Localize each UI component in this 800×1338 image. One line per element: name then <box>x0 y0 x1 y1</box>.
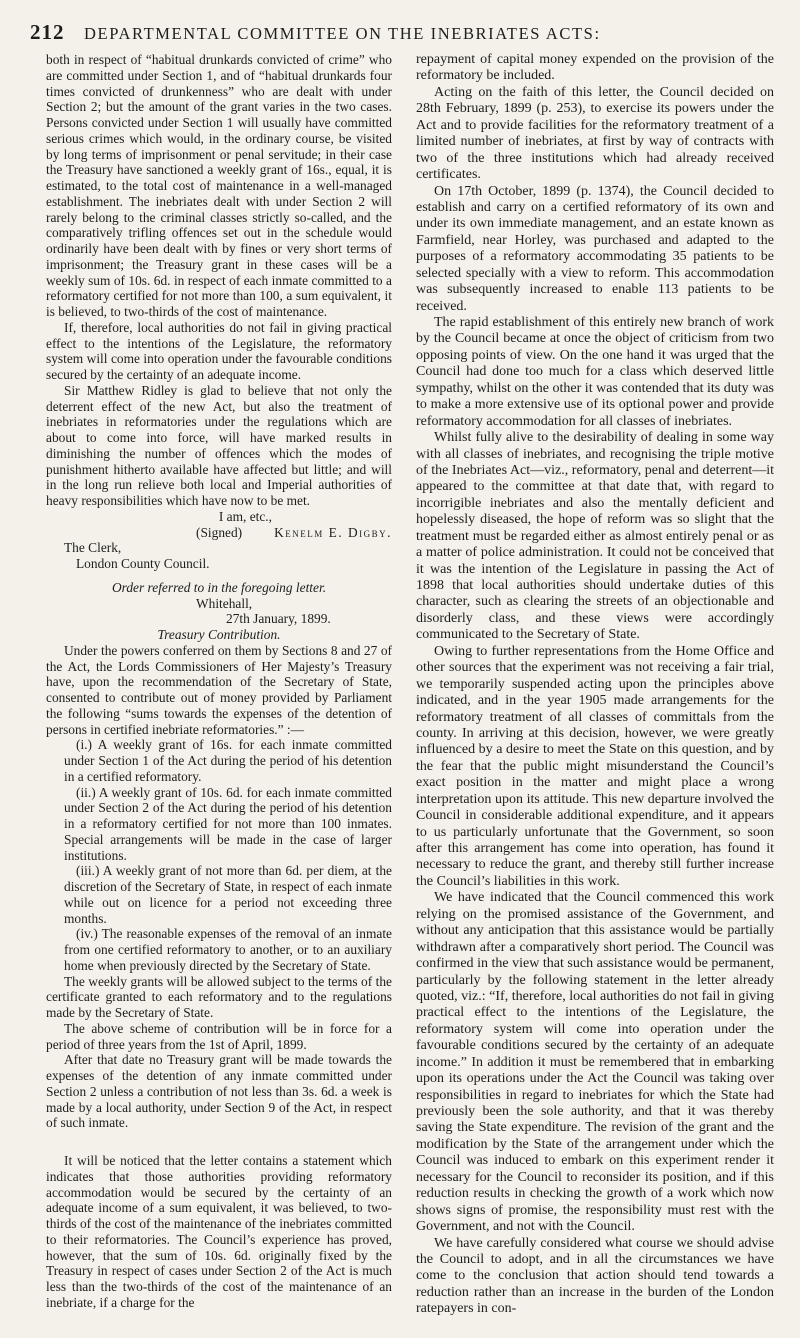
paragraph: Sir Matthew Ridley is glad to believe that not only the deterrent effect of the new Act, but also the treatment of inebriates in reformatories under the regulations which are about to come into force, will have marked results in diminishing the number of offences which the modes of punishment hitherto available have affected but little; and will in the long run relieve both local and Imperial authorities of heavy responsibilities which have now to be met. <box>46 382 392 508</box>
paragraph: The weekly grants will be allowed subject to the terms of the certificate granted to each reformatory and to the regulations made by the Secretary of State. <box>46 973 392 1020</box>
paragraph: After that date no Treasury grant will be made towards the expenses of the detention of any inmate committed under Section 2 unless a contribution of not less than 3s. 6d. a week is made by a local authority, under Section 9 of the Act, in respect of such inmate. <box>46 1052 392 1131</box>
paragraph: The above scheme of contribution will be in force for a period of three years from the 1st of April, 1899. <box>46 1020 392 1052</box>
paragraph: Whilst fully alive to the desirability of dealing in some way with all classes of inebriates, and recognising the triple motive of the Inebriates Act—viz., reformatory, penal and deterrent—it appeared to the committee at that date that, with regard to incorrigible inebriates and also the mentally deficient and hopelessly diseased, the hope of reform was so slight that the treatment must be regarded either as almost entirely penal or as a matter of police administration. It could not be conceived that it was the intention of the Legislature in passing the Act of 1898 that local authorities should undertake duties of this character, such as clearing the streets of an objectionable and disorderly class, and these views were accordingly communicated to the Secretary of State. <box>416 430 774 643</box>
paragraph: both in respect of “habitual drunkards convicted of crime” who are committed under Section 1, and of “habitual drunkards four times convicted of drunkenness” who are dealt with under Section 2; but the amount of the grant varies in the two cases. Persons convicted under Section 1 will usually have committed serious crimes which would, in the ordinary course, be visited by long terms of imprisonment or penal servitude; in their case the Treasury have sanctioned a weekly grant of 16s., equal, it is estimated, to the total cost of maintenance in a well-managed establishment. The inebriates dealt with under Section 2 will rarely belong to the criminal classes strictly so-called, and the comparatively trifling offences set out in the schedule would ordinarily have been dealt with by fines or very short terms of imprisonment; the Treasury grant in these cases will be a weekly sum of 10s. 6d. in respect of each inmate committed to a reformatory certified for not more than 100, a sum equivalent, it is believed, to two-thirds of the cost of maintenance. <box>46 52 392 319</box>
page-number: 212 <box>30 20 65 44</box>
place: Whitehall, <box>196 595 253 611</box>
paragraph: We have indicated that the Council commenced this work relying on the promised assistance of the Government, and without any anticipation that this assistance would be partially withdrawn after a comparatively short period. The Council was confirmed in the view that such assistance would be permanent, particularly by the following statement in the letter already quoted, viz.: “If, therefore, local authorities do not fail in giving practical effect to the intentions of the Legislature, the reformatory system will come into operation under the favourable conditions secured by the certainty of an adequate income.” In addition it must be remembered that in embarking upon its operations under the Act the Council was taking over responsibilities in regard to inebriates for which the State had previously been the sole authority, and that it was thereby saving the State expenditure. The revision of the grant and the modification by the State of the arrangement under which the Council was induced to embark on this experiment render it necessary for the Council to reconsider its position, and if this reduction results in checking the growth of a work which now shows signs of promise, the responsibility must rest with the Government, and not with the Council. <box>416 890 774 1235</box>
paragraph: Under the powers conferred on them by Sections 8 and 27 of the Act, the Lords Commissioners of Her Majesty’s Treasury have, upon the recommendation of the Secretary of State, consented to contribute out of money provided by Parliament the following “sums towards the expenses of the detention of persons in certified inebriate reformatories.” :— <box>46 642 392 737</box>
closing: I am, etc., <box>218 508 272 524</box>
paragraph: Owing to further representations from the Home Office and other sources that the experiment was not receiving a fair trial, we temporarily suspended acting upon the principles above indicated, and in the year 1905 made arrangements for the reformatory treatment of all classes of committals from the county. In arriving at this decision, however, we were greatly influenced by a desire to meet the State on this question, and by the fear that the public might misunderstand the Council’s exact position in the matter and might place a wrong interpretation upon its attitude. This new departure involved the Council in considerable additional expenditure, and it appears to us particularly unfortunate that the Government, so soon after this arrangement has come into operation, has found it necessary to reduce the grant, and thereby still further increase the Council’s liabilities in this work. <box>416 643 774 889</box>
right-column <box>416 52 774 1318</box>
paragraph: If, therefore, local authorities do not fail in giving practical effect to the intentions of the Legislature, the reformatory system will come into operation under the favourable conditions secured by the certainty of an adequate income. <box>46 319 392 382</box>
paragraph: We have carefully considered what course we should advise the Council to adopt, and in all the circumstances we have come to the conclusion that action should tend towards a reduction rather than an increase in the burden of the London ratepayers in con- <box>416 1235 774 1317</box>
signatory: Kenelm E. Digby. <box>274 524 392 540</box>
list-item: (i.) A weekly grant of 16s. for each inmate committed under Section 1 of the Act during the period of his detention in a certified reformatory. <box>64 737 392 784</box>
page-header <box>30 20 778 48</box>
addressee: The Clerk, <box>64 540 122 556</box>
paragraph: repayment of capital money expended on the provision of the reformatory be included. <box>416 52 774 84</box>
date: 27th January, 1899. <box>226 611 331 627</box>
list-item: (ii.) A weekly grant of 10s. 6d. for each inmate committed under Section 2 of the Act during the period of his detention in a reformatory certified for not more than 100 inmates. Special arrangements will be made in the case of larger institutions. <box>64 784 392 863</box>
list-item: (iv.) The reasonable expenses of the removal of an inmate from one certified reformatory to another, or to an auxiliary home when previously directed by the Secretary of State. <box>64 926 392 973</box>
paragraph: On 17th October, 1899 (p. 1374), the Council decided to establish and carry on a certified reformatory of its own and under its own immediate management, and an estate known as Farmfield, near Horley, was purchased and adapted to the purposes of a reformatory accommodating 35 patients to be selected specially with a view to reform. This accommodation was subsequently increased to enable 113 patients to be received. <box>416 183 774 314</box>
paragraph: Acting on the faith of this letter, the Council decided on 28th February, 1899 (p. 253), to exercise its powers under the Act and to provide facilities for the reformatory treatment of a limited number of inebriates, at first by way of contracts with two of the three institutions which had already received certificates. <box>416 84 774 183</box>
left-column <box>46 52 392 1311</box>
signed-label: (Signed) <box>196 524 243 540</box>
addressee: London County Council. <box>76 556 210 571</box>
signature-line <box>46 525 392 541</box>
paragraph: The rapid establishment of this entirely new branch of work by the Council became at once the object of criticism from two opposing points of view. On the one hand it was urged that the Council had done too much for a class which deserved little sympathy, whilst on the other it was contended that its duty was to make a more extensive use of its optional power and provide reformatory accommodation for all classes of inebriates. <box>416 315 774 429</box>
paragraph: It will be noticed that the letter contains a statement which indicates that those authorities providing reformatory accommodation would be secured by the certainty of an adequate income of a sum equivalent, it was believed, to two-thirds of the cost of the maintenance of the inebriates committed to their reformatories. The Council’s experience has proved, however, that the sum of 10s. 6d. originally fixed by the Treasury in respect of cases under Section 2 of the Act is much less than the two-thirds of the cost of the maintenance of an inebriate, if a charge for the <box>46 1153 392 1310</box>
running-head: DEPARTMENTAL COMMITTEE ON THE INEBRIATES ACTS: <box>84 24 601 43</box>
order-heading: Order referred to in the foregoing letter. <box>111 579 327 595</box>
list-item: (iii.) A weekly grant of not more than 6d. per diem, at the discretion of the Secretary of State, in respect of each inmate while out on licence for a period not exceeding three months. <box>64 863 392 926</box>
treasury-heading: Treasury Contribution. <box>157 627 281 642</box>
